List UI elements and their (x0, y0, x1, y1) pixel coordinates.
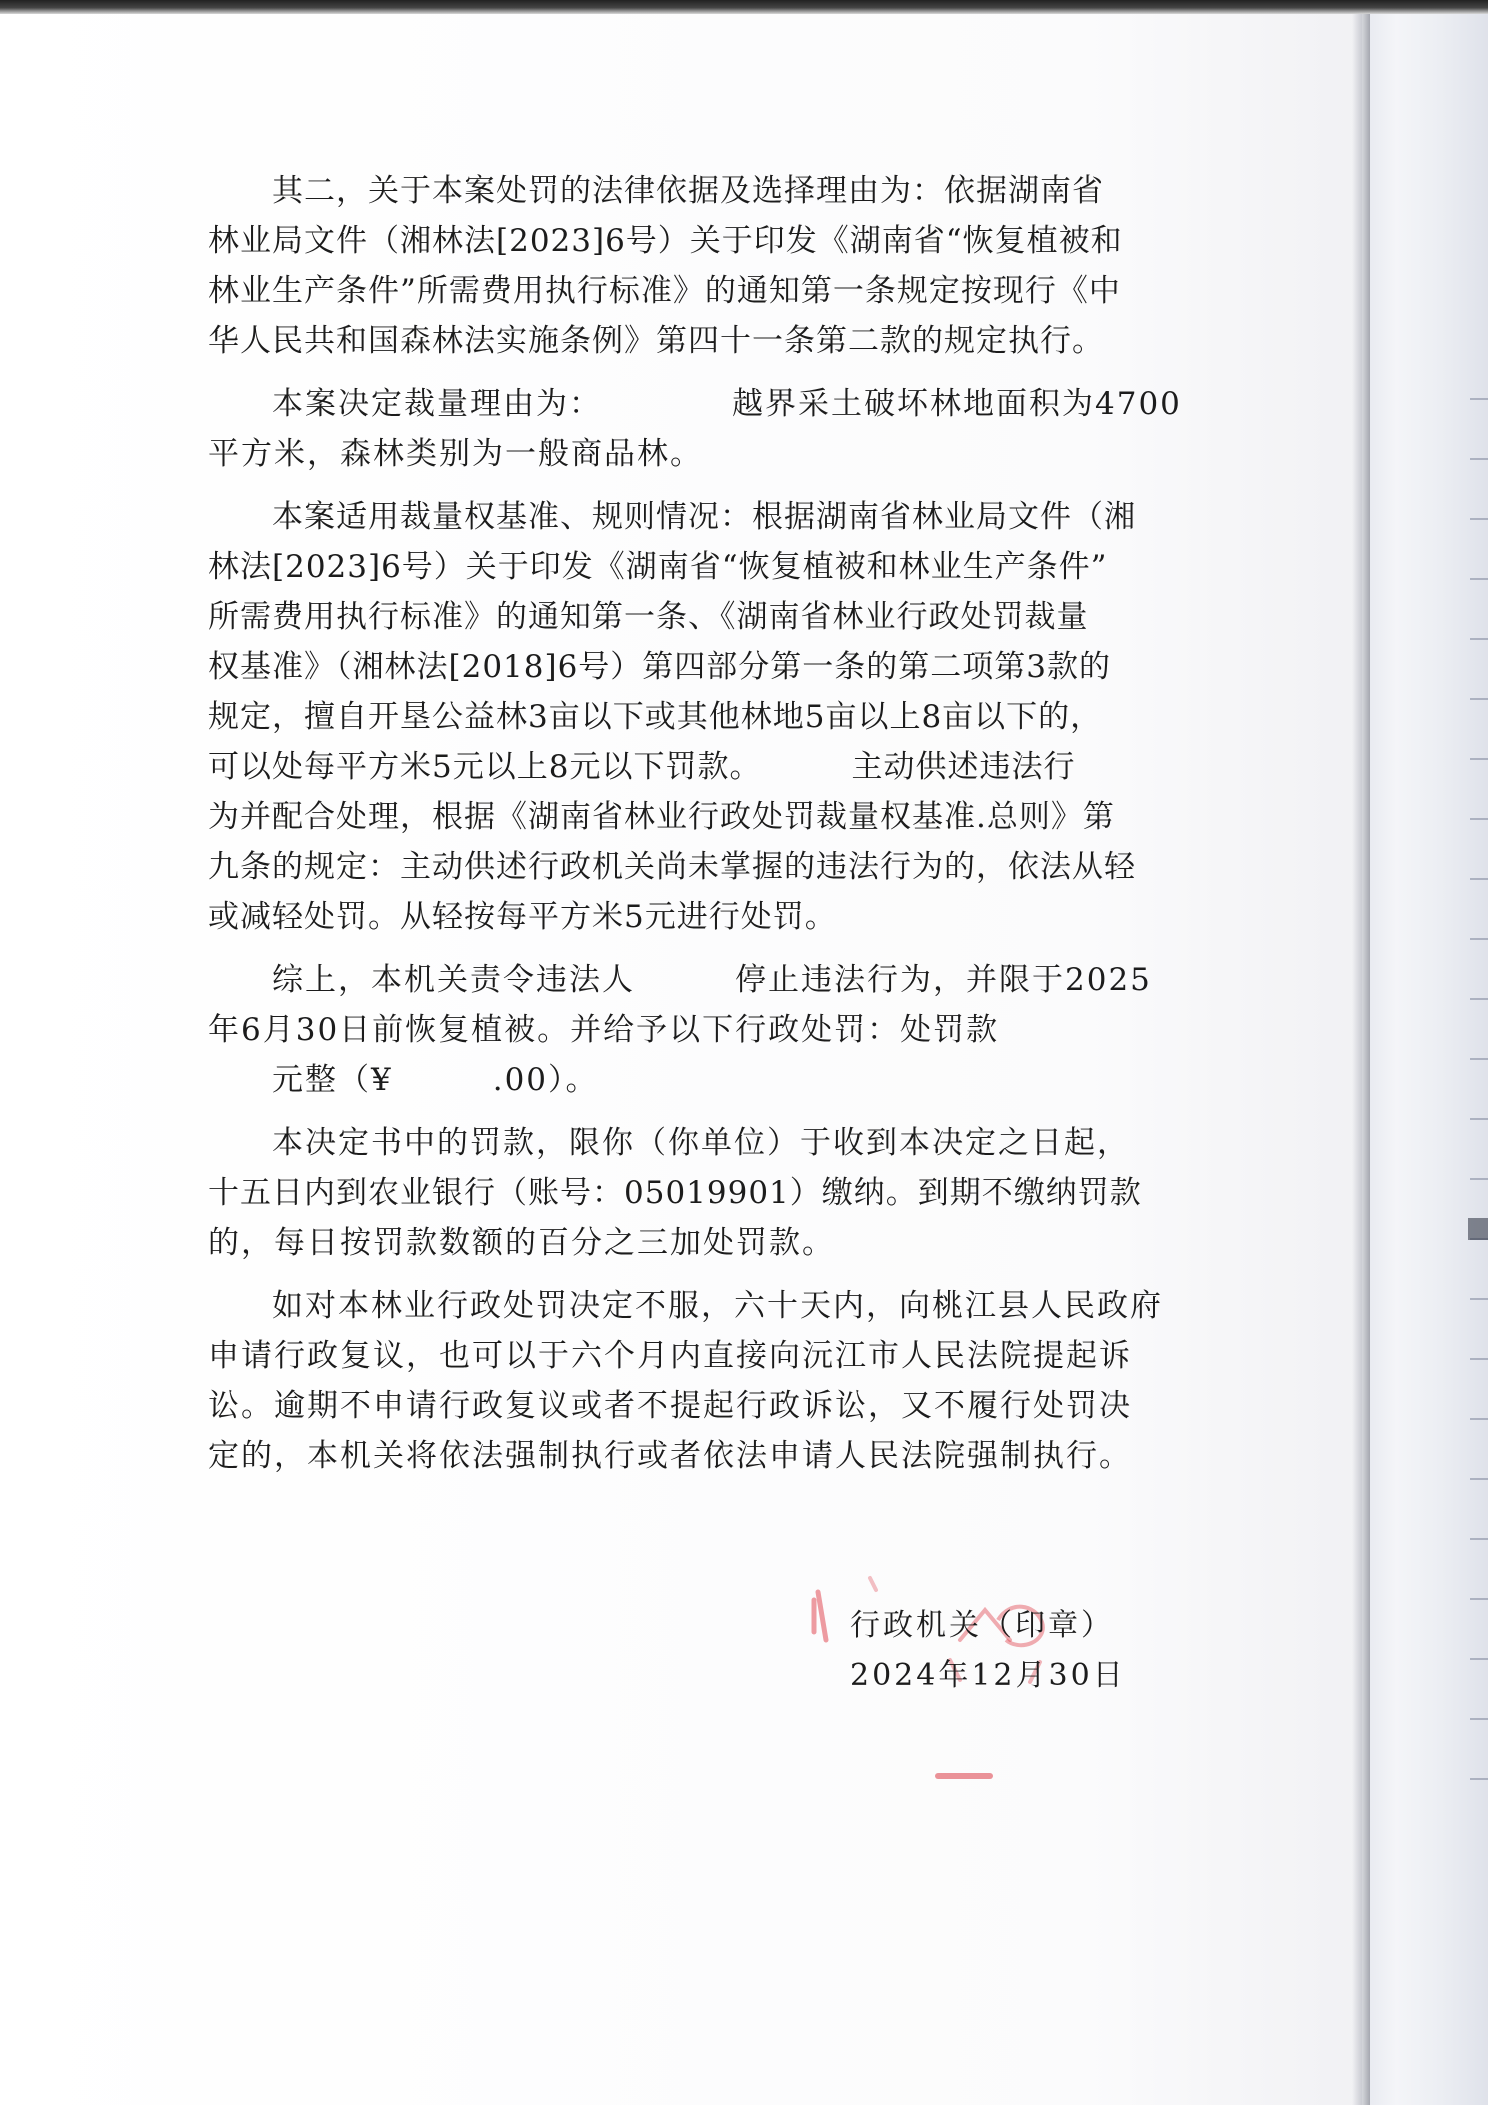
issuing-authority: 行政机关（印章） (850, 1608, 1114, 1643)
body-line (208, 742, 1248, 792)
body-text: 综上，本机关责令违法人 (272, 962, 635, 998)
body-line: 定的，本机关将依法强制执行或者依法申请人民法院强制执行。 (208, 1438, 1132, 1474)
body-line: 年6月30日前恢复植被。并给予以下行政处罚：处罚款 (208, 1012, 1000, 1048)
body-line: 或减轻处罚。从轻按每平方米5元进行处罚。 (208, 899, 837, 935)
body-text: 停止违法行为，并限于2025 (735, 962, 1152, 998)
body-line: 所需费用执行标准》的通知第一条、《湖南省林业行政处罚裁量 (208, 599, 1089, 635)
body-line: 为并配合处理，根据《湖南省林业行政处罚裁量权基准.总则》第 (208, 799, 1115, 835)
body-line: 讼。逾期不申请行政复议或者不提起行政诉讼，又不履行处罚决 (208, 1388, 1132, 1424)
body-line: 的，每日按罚款数额的百分之三加处罚款。 (208, 1225, 835, 1261)
body-line: 林法[2023]6号）关于印发《湖南省“恢复植被和林业生产条件” (208, 549, 1108, 585)
body-line: 林业生产条件”所需费用执行标准》的通知第一条规定按现行《中 (208, 273, 1121, 309)
body-line (208, 379, 1248, 429)
body-text: 本案决定裁量理由为： (272, 386, 602, 422)
body-line: 本案适用裁量权基准、规则情况：根据湖南省林业局文件（湘 (272, 499, 1136, 535)
body-line: 华人民共和国森林法实施条例》第四十一条第二款的规定执行。 (208, 323, 1104, 359)
body-line: 十五日内到农业银行（账号：05019901）缴纳。到期不缴纳罚款 (208, 1175, 1142, 1211)
next-page-mark (1468, 1218, 1488, 1240)
redacted-amount (393, 1069, 493, 1095)
next-page-text-lines (1470, 340, 1488, 1820)
body-line: 平方米，森林类别为一般商品林。 (208, 436, 703, 472)
redacted-name (602, 393, 732, 419)
body-text: 主动供述违法行 (851, 749, 1076, 785)
redacted-name (635, 969, 735, 995)
issue-date: 2024年12月30日 (850, 1658, 1126, 1693)
signature-block (810, 1570, 1190, 1740)
scan-top-border (0, 0, 1488, 14)
body-text: 可以处每平方米5元以上8元以下罚款。 (208, 749, 762, 785)
document-body (208, 166, 1248, 1481)
page-gutter-shadow (1352, 14, 1370, 2105)
body-line: 九条的规定：主动供述行政机关尚未掌握的违法行为的，依法从轻 (208, 849, 1136, 885)
body-line: 林业局文件（湘林法[2023]6号）关于印发《湖南省“恢复植被和 (208, 223, 1123, 259)
body-text: 元整（¥ (272, 1062, 393, 1098)
body-line (208, 955, 1248, 1005)
redacted-name (761, 756, 851, 782)
body-text: 越界采土破坏林地面积为4700 (732, 386, 1182, 422)
body-text: .00）。 (492, 1062, 599, 1098)
body-line: 申请行政复议，也可以于六个月内直接向沅江市人民法院提起诉 (208, 1338, 1132, 1374)
red-ink-mark (935, 1773, 993, 1779)
body-line: 权基准》（湘林法[2018]6号）第四部分第一条的第二项第3款的 (208, 649, 1112, 685)
body-line: 规定，擅自开垦公益林3亩以下或其他林地5亩以上8亩以下的， (208, 699, 1103, 735)
body-line (208, 1055, 1248, 1105)
body-line: 如对本林业行政处罚决定不服，六十天内，向桃江县人民政府 (272, 1288, 1163, 1324)
body-line: 其二，关于本案处罚的法律依据及选择理由为：依据湖南省 (272, 173, 1104, 209)
body-line: 本决定书中的罚款，限你（你单位）于收到本决定之日起， (272, 1125, 1130, 1161)
